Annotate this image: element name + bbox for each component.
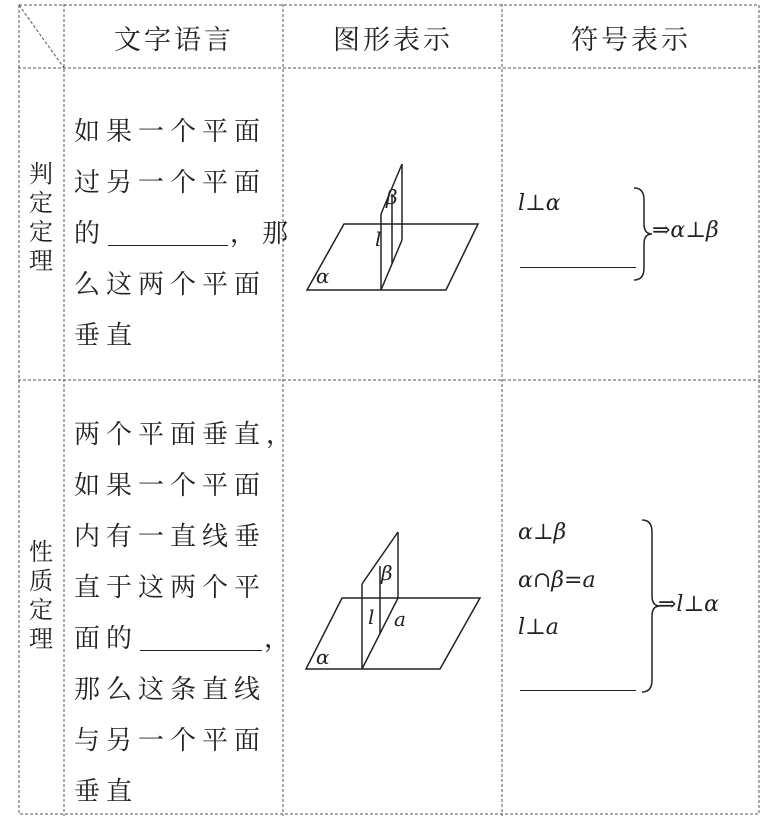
header-text-language: 文字语言 [114,25,234,56]
row2-conclusion: ⇒l⊥α [658,592,720,617]
row-label-judgement-theorem: 判 定 定 理 [29,160,53,275]
row2-figure [290,524,496,676]
line-a-label: a [394,607,406,631]
plane-beta-label: β [386,185,398,209]
plane-alpha-label: α [316,264,330,288]
row1-text: 如果一个平面 过另一个平面 的 ，那 么这两个平面 垂直 [74,117,295,351]
row1-brace [630,186,654,282]
row1-symbol-line1: l⊥α [518,191,561,216]
row1-conclusion: ⇒α⊥β [652,218,719,243]
plane-beta-label: β [381,561,393,585]
line-l-label: l [375,227,382,251]
line-l-label: l [368,605,375,629]
header-figure: 图形表示 [333,25,453,56]
header-symbol: 符号表示 [571,25,691,56]
row1-figure [290,154,496,304]
row2-text: 两个平面垂直， 如果一个平面 内有一直线垂 直于这两个平 面的 ， 那么这条直线 与另一个平面 垂直 [74,420,299,807]
row-label-property-theorem: 性 质 定 理 [29,538,53,653]
fill-blank[interactable] [140,620,262,651]
row2-symbol-line3: l⊥a [518,615,559,640]
row2-symbol-line1: α⊥β [518,520,567,545]
plane-alpha-label: α [316,645,330,669]
fill-blank[interactable] [108,215,228,246]
theorem-table [18,4,760,816]
row2-symbol-line2: α∩β=a [518,568,596,593]
row2-symbol-blank[interactable] [520,690,636,691]
row1-symbol-blank[interactable] [520,267,636,268]
